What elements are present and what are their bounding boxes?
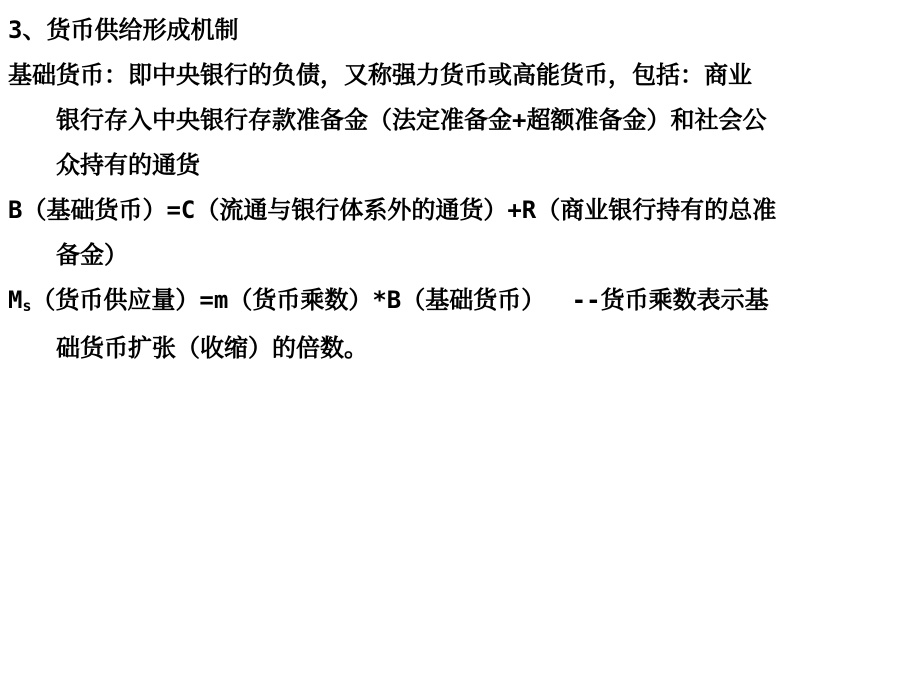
base-money-definition-line-3: 众持有的通货 [56, 151, 200, 179]
slide-text-block [8, 8, 892, 371]
base-money-formula-line-2: 备金） [56, 241, 128, 269]
money-supply-symbol-subscript: s [22, 296, 32, 315]
money-supply-formula-line-1 [8, 278, 892, 326]
money-supply-formula-text: （货币供应量）=m（货币乘数）*B（基础货币） --货币乘数表示基 [31, 286, 769, 314]
slide-heading: 3、货币供给形成机制 [8, 16, 239, 44]
money-supply-symbol: M [8, 286, 23, 314]
base-money-definition-line-2: 银行存入中央银行存款准备金（法定准备金+超额准备金）和社会公 [56, 106, 767, 134]
base-money-definition-line-1: 基础货币：即中央银行的负债，又称强力货币或高能货币，包括：商业 [8, 61, 752, 89]
base-money-formula-line-1: B（基础货币）=C（流通与银行体系外的通货）+R（商业银行持有的总准 [8, 196, 777, 224]
money-supply-formula-line-2: 础货币扩张（收缩）的倍数。 [56, 334, 368, 362]
